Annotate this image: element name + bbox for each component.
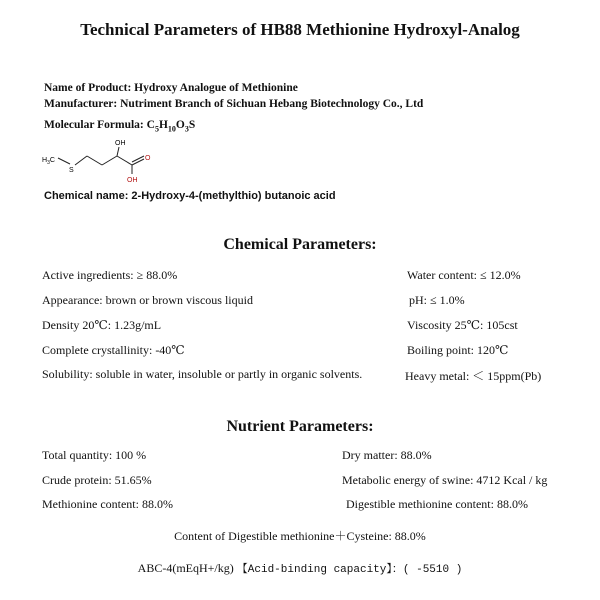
metabolic-energy: Metabolic energy of swine: 4712 Kcal / kg [342, 473, 548, 487]
total-quantity: Total quantity: 100 % [42, 448, 147, 462]
abc-value: 【Acid-binding capacity】：( -5510 ) [236, 564, 463, 576]
formula-c-count: 5 [154, 124, 159, 134]
chemical-parameters-heading: Chemical Parameters: [223, 236, 377, 253]
appearance: Appearance: brown or brown viscous liquid [42, 293, 253, 307]
cysteine-content: Content of Digestible methionine＋Cysteine: 88.0% [174, 529, 426, 543]
solubility: Solubility: soluble in water, insoluble or partly in organic solvents. [42, 367, 363, 381]
bond-ch3-s [58, 158, 70, 164]
water-content: Water content: ≤ 12.0% [407, 268, 521, 282]
carbonyl-oxygen-label: O [145, 155, 151, 162]
bond-s-c4 [75, 156, 87, 165]
page-title: Technical Parameters of HB88 Methionine Hydroxyl-Analog [80, 20, 520, 39]
formula-label: Molecular Formula: C [44, 119, 155, 131]
viscosity: Viscosity 25℃: 105cst [407, 318, 518, 332]
abc-prefix: ABC-4(mEqH+/kg) [137, 561, 237, 575]
digestible-methionine: Digestible methionine content: 88.0% [346, 497, 528, 511]
molecular-formula [44, 119, 195, 133]
boiling-point: Boiling point: 120℃ [407, 343, 509, 357]
ph-value: pH: ≤ 1.0% [409, 293, 465, 307]
bond-c3-c2 [102, 156, 117, 165]
ch3-label: $H_3C$ [42, 157, 55, 166]
bond-c4-c3 [87, 156, 102, 165]
hydroxyl-label: OH [115, 140, 126, 147]
bond-c1-o-a [132, 159, 144, 165]
formula-s: S [188, 119, 196, 131]
formula-o-count: 3 [184, 124, 189, 134]
sulfur-label: S [69, 167, 74, 174]
bond-c2-oh [117, 147, 119, 156]
formula-h: H [158, 119, 168, 131]
chemical-name: Chemical name: 2-Hydroxy-4-(methylthio) butanoic acid [44, 190, 336, 202]
formula-o: O [175, 119, 185, 131]
dry-matter: Dry matter: 88.0% [342, 448, 432, 462]
active-ingredients: Active ingredients: ≥ 88.0% [42, 268, 178, 282]
structural-formula [40, 136, 170, 188]
nutrient-parameters-heading: Nutrient Parameters: [226, 418, 374, 435]
methionine-content: Methionine content: 88.0% [42, 497, 173, 511]
crystallinity: Complete crystallinity: -40℃ [42, 343, 185, 357]
bond-c1-o-b [132, 156, 144, 162]
product-name: Name of Product: Hydroxy Analogue of Methionine [44, 82, 298, 94]
density: Density 20℃: 1.23g/mL [42, 318, 162, 332]
crude-protein: Crude protein: 51.65% [42, 473, 152, 487]
acid-binding-capacity [0, 560, 600, 576]
acid-hydroxyl-label: OH [127, 177, 138, 184]
manufacturer: Manufacturer: Nutriment Branch of Sichuan Hebang Biotechnology Co., Ltd [44, 98, 424, 110]
formula-h-count: 10 [167, 124, 176, 134]
bond-c2-c1 [117, 156, 132, 165]
heavy-metal: Heavy metal: ＜ 15ppm(Pb) [405, 369, 542, 383]
